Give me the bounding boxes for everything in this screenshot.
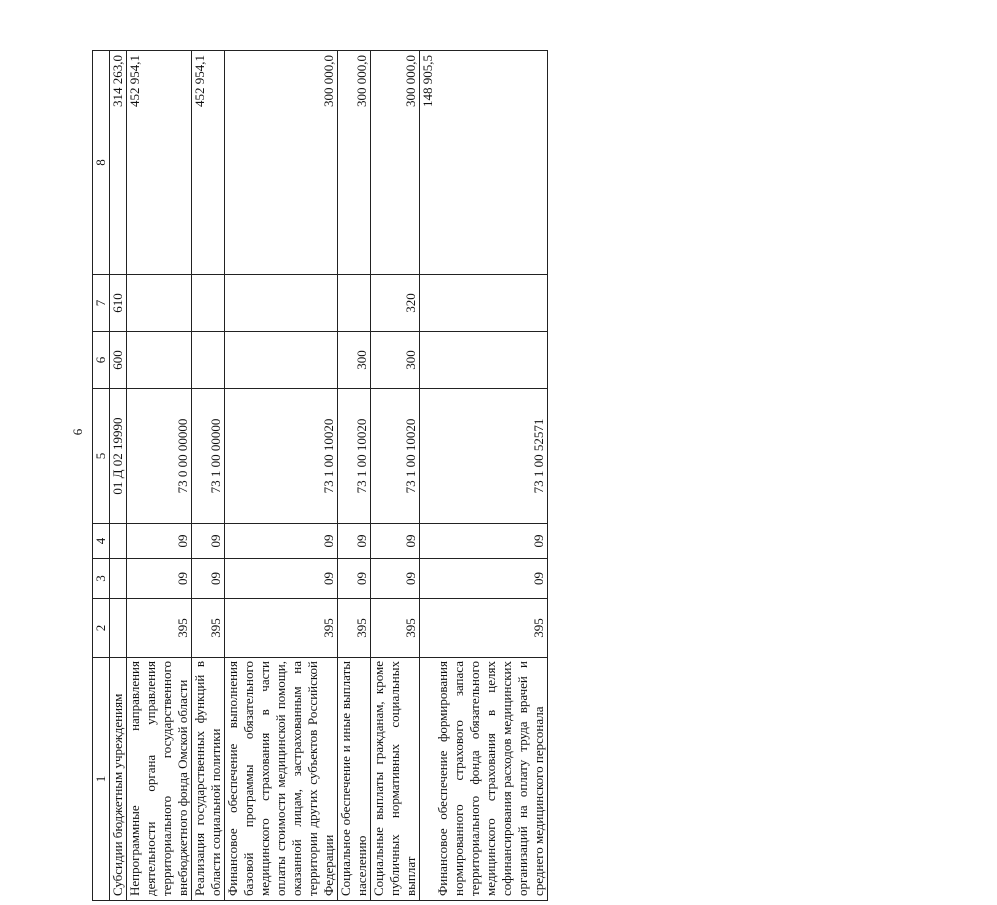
row-col-2: 395 xyxy=(420,599,548,658)
row-col-4: 09 xyxy=(225,524,338,559)
row-col-2: 395 xyxy=(338,599,371,658)
header-col-7: 7 xyxy=(93,275,110,332)
row-col-3 xyxy=(110,559,127,599)
row-col-3: 09 xyxy=(192,559,225,599)
row-col-5: 73 0 00 00000 xyxy=(127,389,192,524)
row-col-2: 395 xyxy=(127,599,192,658)
row-col-4 xyxy=(110,524,127,559)
row-col-4: 09 xyxy=(192,524,225,559)
row-col-6 xyxy=(192,332,225,389)
table-row xyxy=(338,51,371,901)
row-col-2 xyxy=(110,599,127,658)
page-number: 6 xyxy=(70,428,85,436)
row-name: Непрограммные направления деятельности органа управления территориального государственного внебюджетного фонда Омской области xyxy=(127,658,192,901)
row-col-5: 73 1 00 10020 xyxy=(338,389,371,524)
table-row xyxy=(110,51,127,901)
row-col-5: 73 1 00 10020 xyxy=(371,389,420,524)
header-col-4: 4 xyxy=(93,524,110,559)
row-col-6 xyxy=(420,332,548,389)
table-row xyxy=(225,51,338,901)
row-col-2: 395 xyxy=(225,599,338,658)
row-col-8: 300 000,0 xyxy=(338,51,371,275)
row-col-6 xyxy=(127,332,192,389)
row-col-3: 09 xyxy=(225,559,338,599)
row-col-4: 09 xyxy=(371,524,420,559)
row-col-5: 73 1 00 52571 xyxy=(420,389,548,524)
row-col-5: 73 1 00 00000 xyxy=(192,389,225,524)
row-col-6: 300 xyxy=(338,332,371,389)
table-row xyxy=(420,51,548,901)
row-col-6: 300 xyxy=(371,332,420,389)
row-col-3: 09 xyxy=(420,559,548,599)
row-col-8: 300 000,0 xyxy=(225,51,338,275)
row-col-5: 73 1 00 10020 xyxy=(225,389,338,524)
row-col-4: 09 xyxy=(420,524,548,559)
row-col-7 xyxy=(127,275,192,332)
row-col-3: 09 xyxy=(371,559,420,599)
row-name: Социальное обеспечение и иные выплаты населению xyxy=(338,658,371,901)
row-col-5: 01 Д 02 19990 xyxy=(110,389,127,524)
rotated-document xyxy=(92,51,997,896)
row-col-2: 395 xyxy=(192,599,225,658)
row-col-4: 09 xyxy=(127,524,192,559)
row-name: Реализация государственных функций в области социальной политики xyxy=(192,658,225,901)
row-name: Социальные выплаты гражданам, кроме публичных нормативных социальных выплат xyxy=(371,658,420,901)
header-col-6: 6 xyxy=(93,332,110,389)
table-row xyxy=(371,51,420,901)
budget-table-container xyxy=(92,51,580,901)
row-col-8: 452 954,1 xyxy=(192,51,225,275)
table-row xyxy=(192,51,225,901)
row-name: Финансовое обеспечение выполнения базовой программы обязательного медицинского страхования в части оплаты стоимости медицинской помощи, оказанной лицам, застрахованным на территории других субъектов Российской Федерации xyxy=(225,658,338,901)
header-col-2: 2 xyxy=(93,599,110,658)
row-col-6 xyxy=(225,332,338,389)
row-col-7 xyxy=(192,275,225,332)
row-col-3: 09 xyxy=(338,559,371,599)
row-col-8: 148 905,5 xyxy=(420,51,548,275)
header-col-3: 3 xyxy=(93,559,110,599)
budget-table xyxy=(92,50,548,901)
row-name: Финансовое обеспечение формирования нормированного страхового запаса территориального фонда обязательного медицинского страхования в целях софинансирования расходов медицинских организаций на оплату труда врачей и среднего медицинского персонала xyxy=(420,658,548,901)
row-col-4: 09 xyxy=(338,524,371,559)
row-col-7 xyxy=(338,275,371,332)
table-row xyxy=(127,51,192,901)
row-col-2: 395 xyxy=(371,599,420,658)
row-col-7: 610 xyxy=(110,275,127,332)
header-col-8: 8 xyxy=(93,51,110,275)
row-col-8: 452 954,1 xyxy=(127,51,192,275)
row-col-3: 09 xyxy=(127,559,192,599)
row-col-7: 320 xyxy=(371,275,420,332)
row-col-8: 314 263,0 xyxy=(110,51,127,275)
row-col-6: 600 xyxy=(110,332,127,389)
row-name: Субсидии бюджетным учреждениям xyxy=(110,658,127,901)
header-row xyxy=(93,51,110,901)
header-col-5: 5 xyxy=(93,389,110,524)
row-col-8: 300 000,0 xyxy=(371,51,420,275)
row-col-7 xyxy=(225,275,338,332)
header-col-1: 1 xyxy=(93,658,110,901)
row-col-7 xyxy=(420,275,548,332)
